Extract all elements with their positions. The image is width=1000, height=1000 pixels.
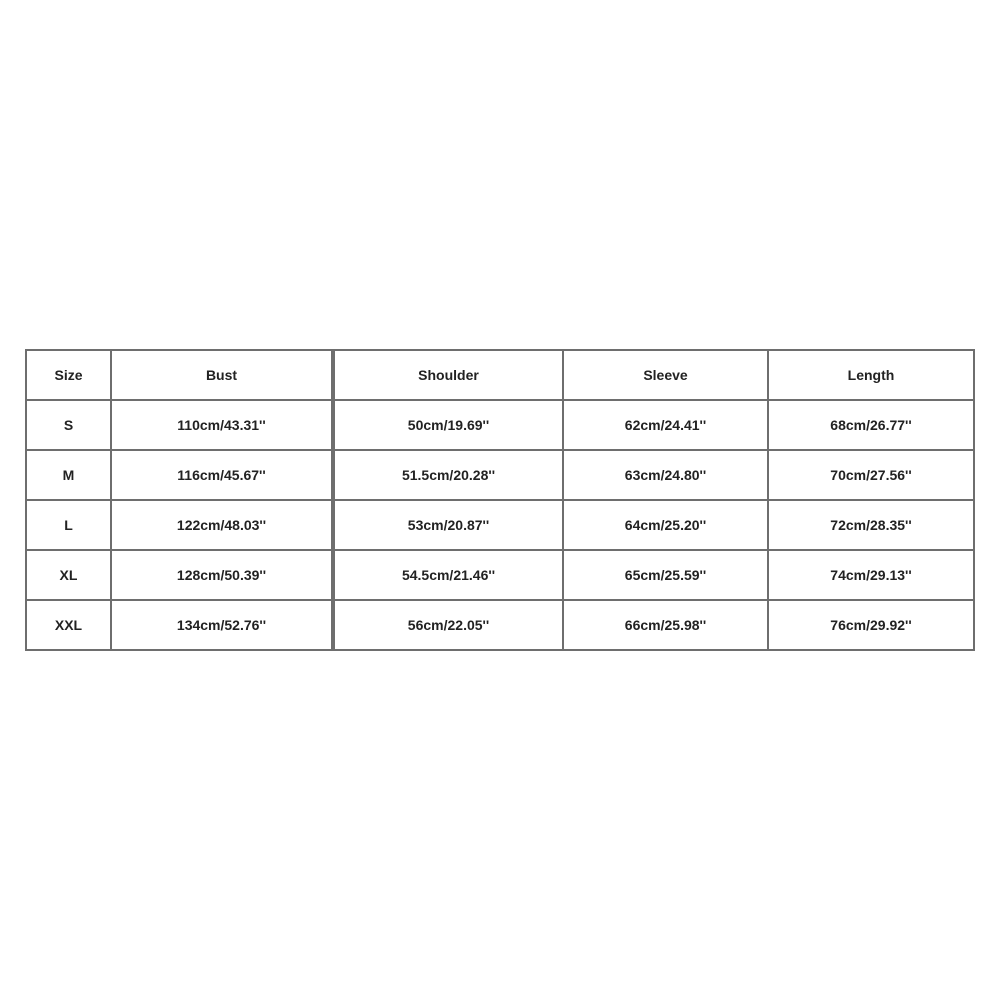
header-length: Length: [769, 351, 975, 401]
header-sleeve: Sleeve: [564, 351, 769, 401]
size-cell: S: [27, 401, 112, 451]
shoulder-cell: 54.5cm/21.46'': [333, 551, 564, 601]
shoulder-cell: 53cm/20.87'': [333, 501, 564, 551]
size-cell: XXL: [27, 601, 112, 651]
bust-cell: 122cm/48.03'': [112, 501, 333, 551]
shoulder-cell: 50cm/19.69'': [333, 401, 564, 451]
sleeve-cell: 63cm/24.80'': [564, 451, 769, 501]
sleeve-cell: 65cm/25.59'': [564, 551, 769, 601]
sleeve-cell: 62cm/24.41'': [564, 401, 769, 451]
shoulder-cell: 56cm/22.05'': [333, 601, 564, 651]
header-row: [27, 351, 975, 401]
size-cell: XL: [27, 551, 112, 601]
size-cell: L: [27, 501, 112, 551]
length-cell: 74cm/29.13'': [769, 551, 975, 601]
table-row: [27, 501, 975, 551]
length-cell: 70cm/27.56'': [769, 451, 975, 501]
table-row: [27, 451, 975, 501]
table-row: [27, 551, 975, 601]
header-shoulder: Shoulder: [333, 351, 564, 401]
bust-cell: 128cm/50.39'': [112, 551, 333, 601]
bust-cell: 110cm/43.31'': [112, 401, 333, 451]
header-size: Size: [27, 351, 112, 401]
length-cell: 76cm/29.92'': [769, 601, 975, 651]
header-bust: Bust: [112, 351, 333, 401]
length-cell: 68cm/26.77'': [769, 401, 975, 451]
size-cell: M: [27, 451, 112, 501]
shoulder-cell: 51.5cm/20.28'': [333, 451, 564, 501]
length-cell: 72cm/28.35'': [769, 501, 975, 551]
table-row: [27, 401, 975, 451]
table-row: [27, 601, 975, 651]
sleeve-cell: 64cm/25.20'': [564, 501, 769, 551]
bust-cell: 134cm/52.76'': [112, 601, 333, 651]
sleeve-cell: 66cm/25.98'': [564, 601, 769, 651]
bust-cell: 116cm/45.67'': [112, 451, 333, 501]
size-chart-table: [25, 349, 975, 651]
